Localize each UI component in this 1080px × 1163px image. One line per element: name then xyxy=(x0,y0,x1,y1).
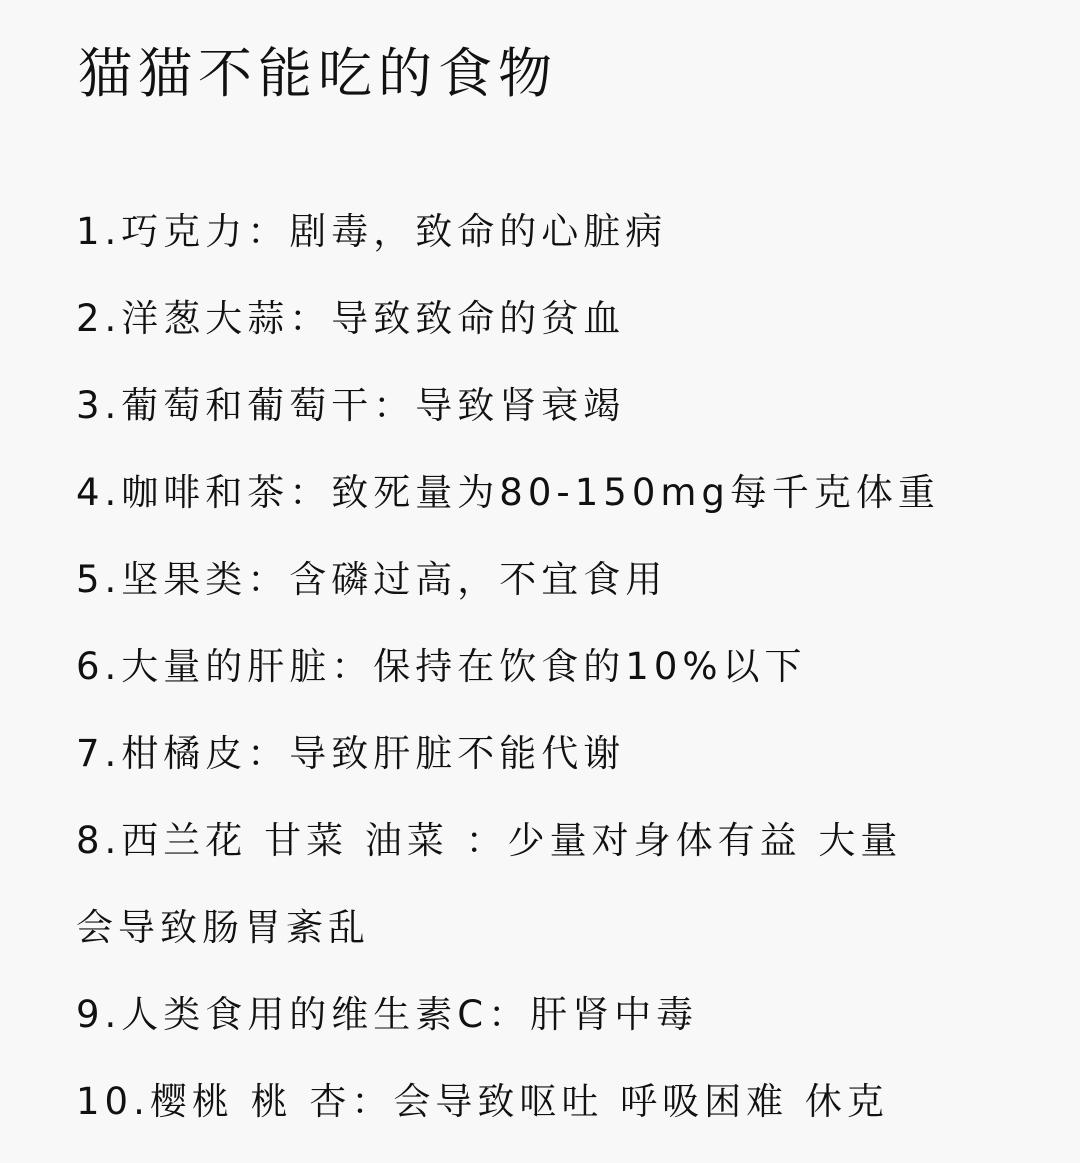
food-list xyxy=(76,200,1036,1157)
list-item: 10.樱桃 桃 杏：会导致呕吐 呼吸困难 休克 xyxy=(76,1080,889,1123)
page-title: 猫猫不能吃的食物 xyxy=(78,42,558,105)
list-item: 8.西兰花 甘菜 油菜 ：少量对身体有益 大量 xyxy=(76,819,903,862)
list-item: 1.巧克力：剧毒，致命的心脏病 xyxy=(76,210,668,253)
list-item: 9.人类食用的维生素C：肝肾中毒 xyxy=(76,993,699,1036)
list-item: 2.洋葱大蒜：导致致命的贫血 xyxy=(76,297,626,340)
list-item-continuation: 会导致肠胃紊乱 xyxy=(76,906,370,949)
list-item: 7.柑橘皮：导致肝脏不能代谢 xyxy=(76,732,626,775)
list-item: 5.坚果类：含磷过高，不宜食用 xyxy=(76,558,668,601)
list-item: 6.大量的肝脏：保持在饮食的10%以下 xyxy=(76,645,807,688)
list-item: 3.葡萄和葡萄干：导致肾衰竭 xyxy=(76,384,626,427)
list-item: 4.咖啡和茶：致死量为80-150mg每千克体重 xyxy=(76,471,940,514)
